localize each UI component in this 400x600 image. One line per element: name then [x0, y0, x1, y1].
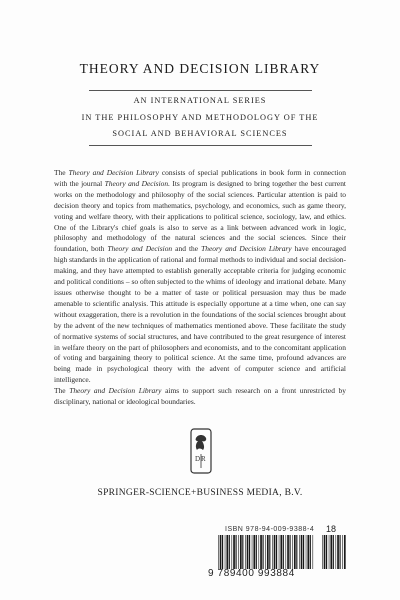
p1-emphasis-library: Theory and Decision Library	[68, 168, 159, 177]
barcode-bar	[336, 535, 337, 569]
barcode-bar	[287, 535, 289, 569]
barcode-bar	[218, 535, 219, 569]
p2-emphasis-library: Theory and Decision Library	[69, 386, 162, 396]
svg-text:D: D	[195, 455, 201, 463]
barcode-bar	[229, 535, 230, 569]
barcode-bar	[240, 535, 242, 569]
barcode-bar	[232, 535, 233, 569]
svg-text:R: R	[201, 455, 206, 463]
p1-text-3: and the	[172, 244, 202, 254]
barcode-bar	[265, 535, 266, 569]
publisher-name: SPRINGER-SCIENCE+BUSINESS MEDIA, B.V.	[97, 488, 303, 498]
barcode-digits: 9 789400 993884	[208, 568, 295, 579]
barcode-bar	[337, 535, 339, 569]
barcode-bar	[326, 535, 327, 569]
barcode-bar	[242, 535, 243, 569]
barcode-bar	[233, 535, 235, 569]
barcode-bar	[306, 535, 307, 569]
barcode-bar	[329, 535, 330, 569]
barcode-bar	[286, 535, 287, 569]
barcode-bar	[253, 535, 255, 569]
p1-lead-text: The	[54, 168, 69, 177]
barcode-bar	[220, 535, 222, 569]
barcode-bar	[263, 535, 264, 569]
barcode-bar	[279, 535, 280, 569]
barcode-bar	[222, 535, 223, 569]
p1-text-2: Its program is designed to bring together the best current works on the methodology and philosophy of the social sciences. Particular attention is paid to decision theory and topics from mathematics, psychology, and economics, such as game theory, voting and welfare theory, with their applications to political science, sociology, law, and ethics. One of the Library's chief goals is also to serve as a link between advanced work in logic, philosophy and methodology of the natural sciences and the social sciences. Since their foundation, both	[54, 178, 346, 254]
barcode-bar	[247, 535, 249, 569]
barcode-bar	[276, 535, 277, 569]
p1-emphasis-journal: Theory and Decision.	[104, 178, 170, 188]
barcode-bar	[324, 535, 326, 569]
barcode-bar	[303, 535, 304, 569]
addon-barcode	[322, 535, 346, 569]
description-paragraph-2	[54, 386, 346, 408]
series-subtitle-line-3: SOCIAL AND BEHAVIORAL SCIENCES	[112, 129, 288, 138]
series-subtitle-line-1: AN INTERNATIONAL SERIES	[133, 96, 267, 105]
barcode-bar	[236, 535, 237, 569]
barcode-bar	[301, 535, 303, 569]
barcode-addon-number: 18	[326, 524, 337, 534]
barcode-bar	[269, 535, 270, 569]
p2-lead-text: The	[54, 386, 70, 396]
barcode-bar	[274, 535, 276, 569]
middle-divider-rule	[89, 145, 312, 146]
barcode-bar	[333, 535, 334, 569]
barcode-bar	[307, 535, 309, 569]
series-subtitle-line-2: IN THE PHILOSOPHY AND METHODOLOGY OF THE	[81, 113, 319, 122]
barcode-bar	[260, 535, 262, 569]
barcode-bar	[252, 535, 253, 569]
barcode-bar	[292, 535, 293, 569]
barcode-bar	[310, 535, 311, 569]
barcode-bar	[245, 535, 246, 569]
barcode-bar	[340, 535, 341, 569]
barcode-bar	[299, 535, 300, 569]
barcode-bar	[280, 535, 282, 569]
series-description	[54, 168, 346, 408]
barcode-bar	[249, 535, 250, 569]
barcode-bar	[330, 535, 332, 569]
barcode-bar	[238, 535, 239, 569]
barcode-bar	[272, 535, 273, 569]
barcode-bar	[290, 535, 291, 569]
barcode-bar	[342, 535, 343, 569]
barcode-bar	[313, 535, 314, 569]
barcode-bar	[259, 535, 260, 569]
p1-emphasis-library-2: Theory and Decision Library	[201, 244, 292, 254]
p1-emphasis-journal-2: Theory and Decision	[107, 244, 173, 254]
barcode-bar	[226, 535, 228, 569]
p1-text-1: consists of special publications in book form in connection with the journal	[54, 168, 346, 188]
barcode-bar	[344, 535, 346, 569]
barcode-bar	[225, 535, 226, 569]
p2-text: aims to support such research on a front unrestricted by disciplinary, national or ideological boundaries.	[54, 386, 346, 407]
barcode-bar	[256, 535, 257, 569]
series-title: THEORY AND DECISION LIBRARY	[79, 61, 321, 76]
isbn-label: ISBN 978-94-009-9388-4	[225, 526, 315, 533]
description-paragraph-1	[54, 168, 346, 386]
barcode-bar	[294, 535, 296, 569]
barcode-bar	[322, 535, 323, 569]
barcode-bar	[267, 535, 269, 569]
top-divider-rule	[89, 90, 312, 91]
p1-text-4: have encouraged high standards in the application of rational and formal methods to individual and social decision-making, and they have attempted to establish generally acceptable criteria for judging economic and political conditions – so often subjected to the whims of ideology and irrational debate. Many issues otherwise thought to be a matter of taste or political persuasion may thus be made amenable to scientific analysis. This attitude is especially opportune at a time when, one can say without exaggeration, there is a revolution in the foundations of the social sciences brought about by the advent of the new techniques of mathematics mentioned above. These facilitate the study of normative systems of social structures, and have contributed to the great resurgence of interest in welfare theory on the part of philosophers and economists, and to the concomitant application of voting and bargaining theory to political science. At the same time, profound advances are being made in psychological theory with the advent of computer science and artificial intelligence.	[54, 244, 346, 385]
springer-horse-logo-icon	[190, 428, 212, 474]
barcode-bar	[296, 535, 297, 569]
isbn-barcode	[218, 535, 314, 569]
barcode-bar	[283, 535, 284, 569]
